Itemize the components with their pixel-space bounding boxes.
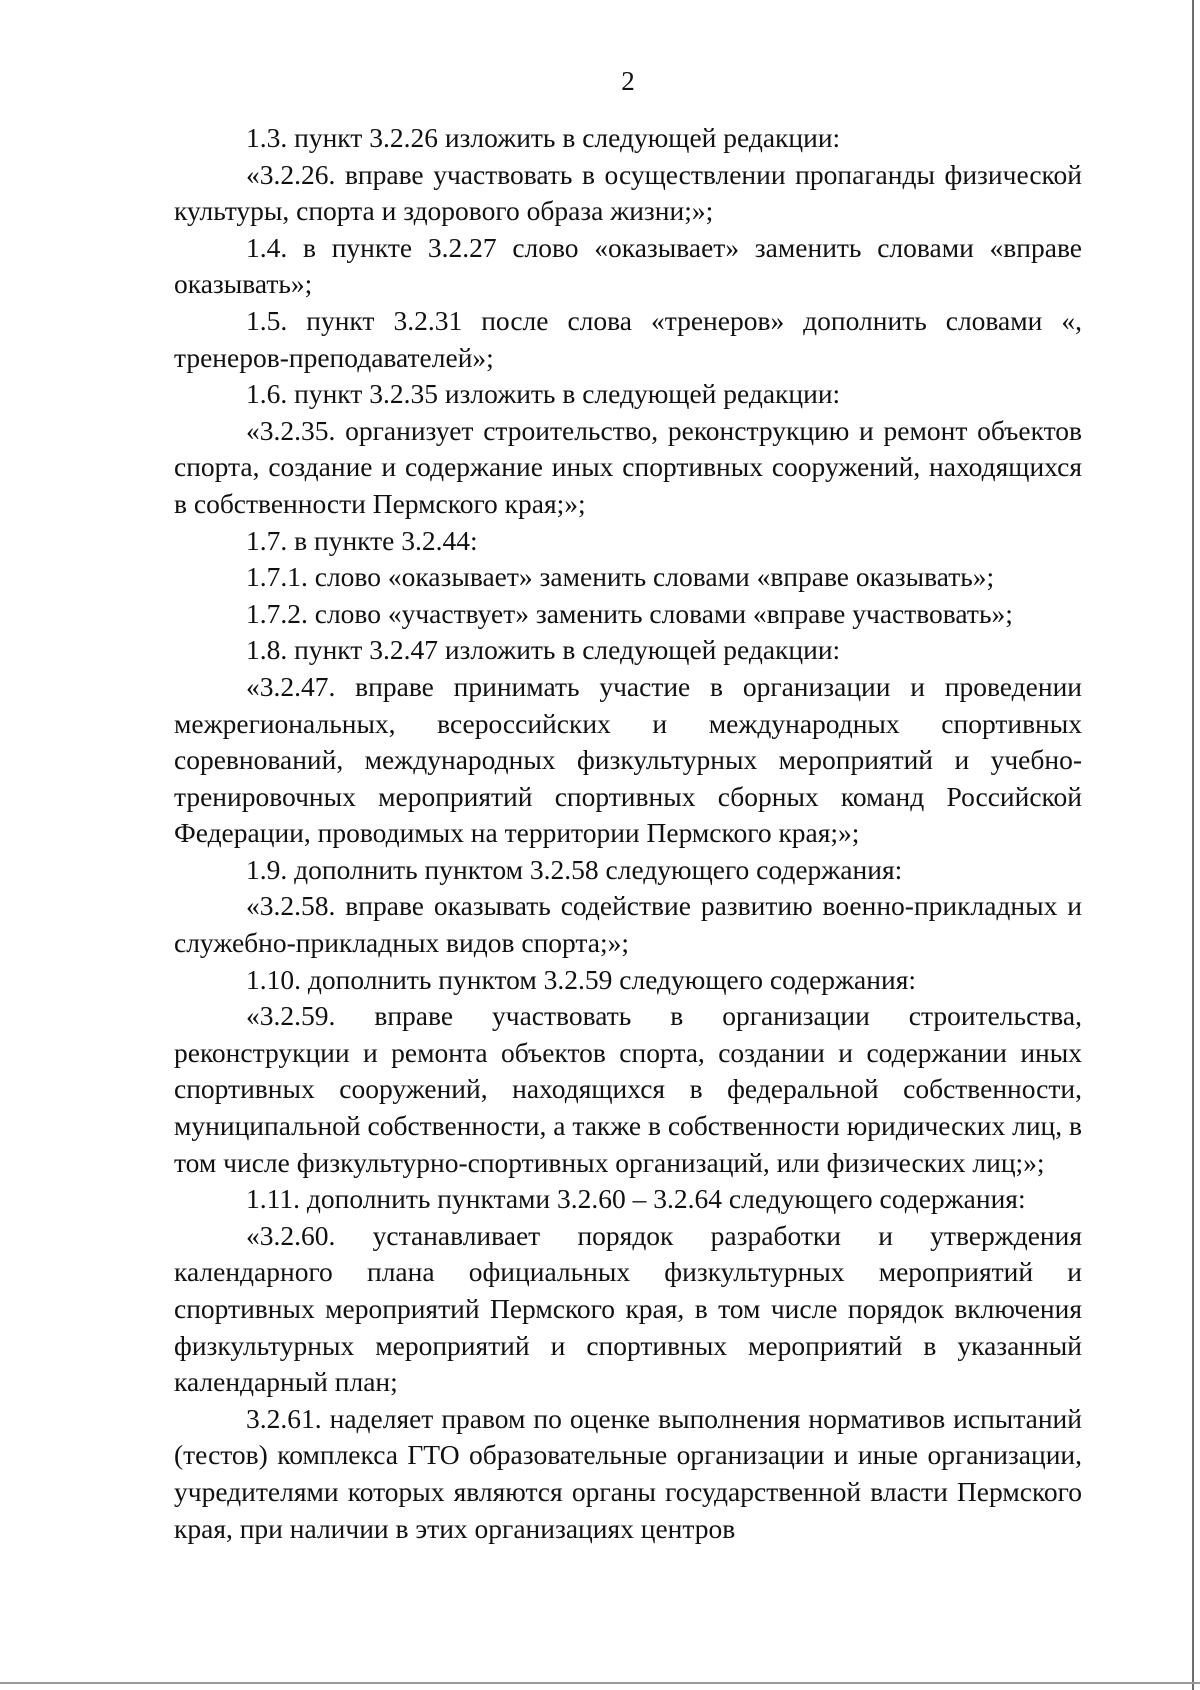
paragraph-3-2-59-text: «3.2.59. вправе участвовать в организации строительства, реконструкции и ремонта объектов спорта, создании и содержании иных спортивных сооружений, находящихся в федеральной собственности, муниципальной собственности, а также в собственности юридических лиц, в том числе физкультурно-спортивных организаций, или физических лиц;»; <box>174 1000 1082 1178</box>
paragraph-3-2-47-text: «3.2.47. вправе принимать участие в организации и проведении межрегиональных, всероссийских и международных спортивных соревнований, международных физкультурных мероприятий и учебно-тренировочных мероприятий спортивных сборных команд Российской Федерации, проводимых на территории Пермского края;»; <box>174 670 1082 849</box>
paragraph-1-7-1: 1.7.1. слово «оказывает» заменить словами «вправе оказывать»; <box>246 561 995 593</box>
paragraph-3-2-60-text: «3.2.60. устанавливает порядок разработки и утверждения календарного плана официальных физкультурных мероприятий и спортивных мероприятий Пермского края, в том числе порядок включения физкультурных мероприятий и спортивных мероприятий в указанный календарный план; <box>174 1219 1082 1398</box>
page-number: 2 <box>621 66 635 96</box>
paragraph-1-8: 1.8. пункт 3.2.47 изложить в следующей редакции: <box>246 634 841 666</box>
document-body <box>174 120 1082 1547</box>
paragraph-1-6: 1.6. пункт 3.2.35 изложить в следующей редакции: <box>246 378 841 410</box>
paragraph-3-2-58-text: «3.2.58. вправе оказывать содействие развитию военно-прикладных и служебно-прикладных видов спорта;»; <box>174 890 1082 959</box>
scan-edge-bottom <box>0 1682 1200 1684</box>
paragraph-1-3: 1.3. пункт 3.2.26 изложить в следующей редакции: <box>246 122 841 153</box>
paragraph-1-10: 1.10. дополнить пунктом 3.2.59 следующего содержания: <box>246 963 916 995</box>
paragraph-3-2-26-text: «3.2.26. вправе участвовать в осуществлении пропаганды физической культуры, спорта и здорового образа жизни;»; <box>174 158 1082 227</box>
paragraph-1-7: 1.7. в пункте 3.2.44: <box>246 524 478 556</box>
paragraph-1-5: 1.5. пункт 3.2.31 после слова «тренеров» дополнить словами «, тренеров-преподавателей»; <box>174 304 1082 373</box>
scan-edge-right <box>1192 0 1194 1690</box>
paragraph-1-4: 1.4. в пункте 3.2.27 слово «оказывает» заменить словами «вправе оказывать»; <box>174 231 1082 300</box>
paragraph-3-2-35-text: «3.2.35. организует строительство, реконструкцию и ремонт объектов спорта, создание и содержание иных спортивных сооружений, находящихся в собственности Пермского края;»; <box>174 414 1082 519</box>
paragraph-1-11: 1.11. дополнить пунктами 3.2.60 – 3.2.64 следующего содержания: <box>246 1183 1026 1215</box>
paragraph-3-2-61-text: 3.2.61. наделяет правом по оценке выполнения нормативов испытаний (тестов) комплекса ГТО образовательные организации и иные организации, учредителями которых являются органы государственной власти Пермского края, при наличии в этих организациях центров <box>174 1402 1082 1544</box>
paragraph-1-7-2: 1.7.2. слово «участвует» заменить словами «вправе участвовать»; <box>246 597 1013 629</box>
paragraph-1-9: 1.9. дополнить пунктом 3.2.58 следующего содержания: <box>246 853 903 885</box>
